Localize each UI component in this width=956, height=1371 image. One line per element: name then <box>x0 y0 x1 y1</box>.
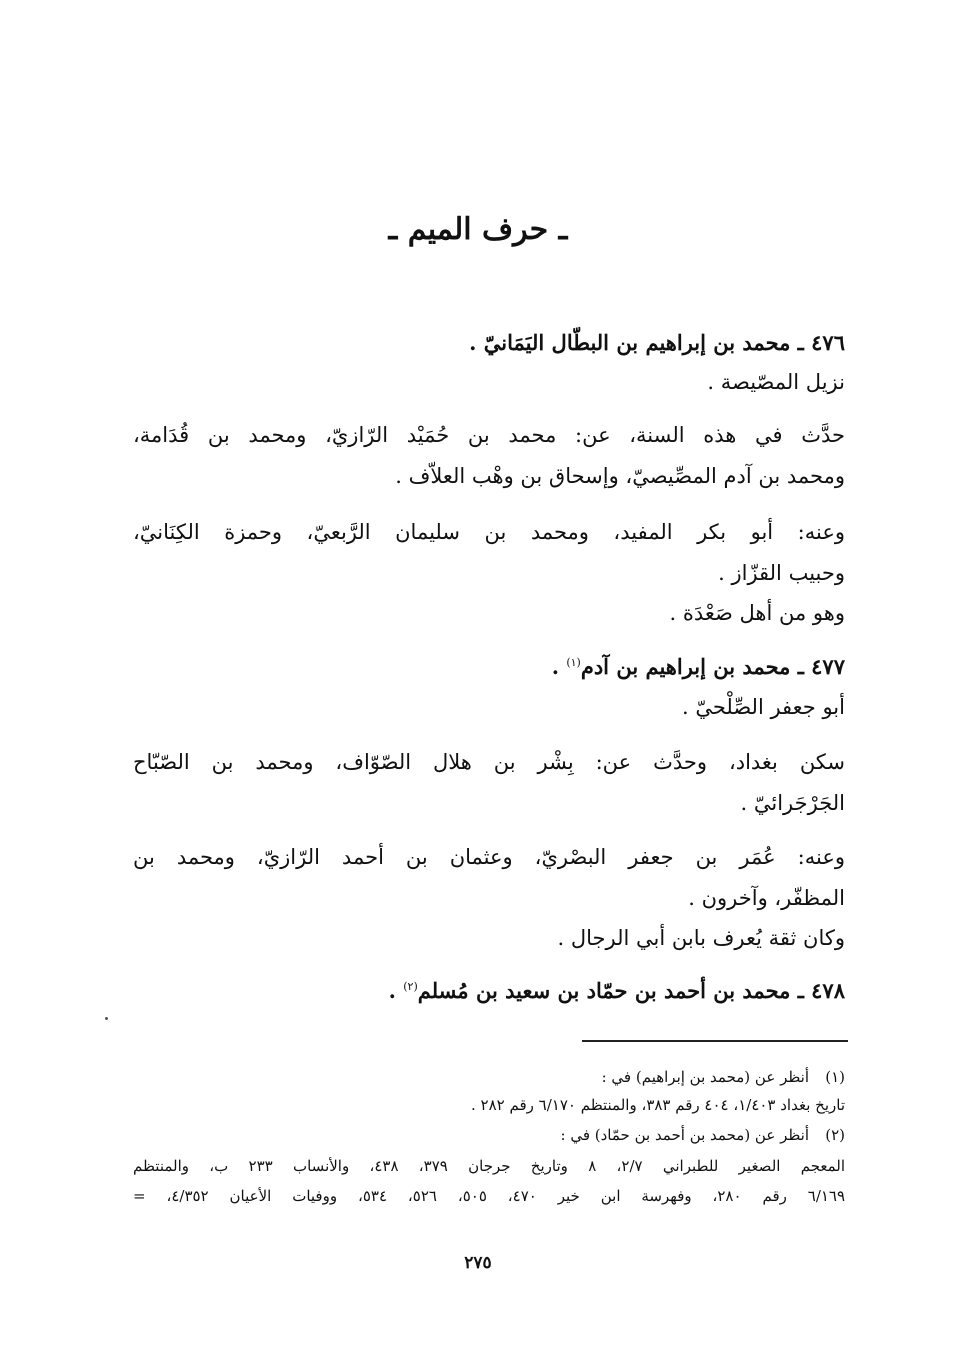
footnote-ref-1: (١) <box>566 656 581 669</box>
footnote-1-line-1 <box>133 1068 845 1088</box>
entry-476-students-line-2: وحبيب القزّاز . <box>718 561 845 585</box>
footnote-divider <box>582 1040 848 1042</box>
footnote-2-intro: أنظر عن (محمد بن أحمد بن حمّاد) في : <box>560 1126 809 1144</box>
entry-478-heading <box>133 978 845 1003</box>
entry-476-heading: ٤٧٦ ـ محمد بن إبراهيم بن البطّال اليَمَانيّ . <box>469 330 845 355</box>
entry-476-teachers-line-1: حدَّث في هذه السنة، عن: محمد بن حُمَيْد الرّازيّ، ومحمد بن قُدَامة، <box>133 423 845 447</box>
entry-477-students-line-2: المظفّر، وآخرون . <box>688 886 845 910</box>
entry-477-period: . <box>551 654 567 679</box>
footnote-2-line-1 <box>133 1126 845 1146</box>
chapter-title: ـ حرف الميم ـ <box>388 212 568 247</box>
entry-477-reliability: وكان ثقة يُعرف بابن أبي الرجال . <box>557 926 845 950</box>
entry-478-period: . <box>388 978 404 1003</box>
footnote-2-number: (٢) <box>825 1126 845 1144</box>
entry-477-students-line-1: وعنه: عُمَر بن جعفر البصْريّ، وعثمان بن أحمد الرّازيّ، ومحمد بن <box>133 845 845 869</box>
entry-477-kunya: أبو جعفر الصِّلْحيّ . <box>681 695 845 719</box>
entry-476-origin: وهو من أهل صَعْدَة . <box>669 601 845 625</box>
footnote-1-line-2: تاريخ بغداد ١/٤٠٣، ٤٠٤ رقم ٣٨٣، والمنتظم ٦/١٧٠ رقم ٢٨٢ . <box>471 1096 845 1114</box>
entry-476-students-line-1: وعنه: أبو بكر المفيد، ومحمد بن سليمان الرَّبعيّ، وحمزة الكِنَانيّ، <box>133 520 845 544</box>
stray-mark <box>105 1017 108 1020</box>
entry-476-nisba: نزيل المصّيصة . <box>707 370 845 394</box>
entry-477-heading <box>133 654 845 679</box>
entry-477-teachers-line-2: الجَرْجَرائيّ . <box>740 791 845 815</box>
entry-476-teachers-line-2: ومحمد بن آدم المصِّيصيّ، وإسحاق بن وهْب العلاّف . <box>395 464 845 488</box>
footnote-2-line-3: ٦/١٦٩ رقم ٢٨٠، وفهرسة ابن خير ٤٧٠، ٥٠٥، ٥٢٦، ٥٣٤، ووفيات الأعيان ٤/٣٥٢، = <box>133 1187 846 1205</box>
page-number: ٢٧٥ <box>464 1253 492 1273</box>
footnote-2-line-2: المعجم الصغير للطبراني ٢/٧، ٨ وتاريخ جرجان ٣٧٩، ٤٣٨، والأنساب ٢٣٣ ب، والمنتظم <box>133 1157 846 1175</box>
entry-477-teachers-line-1: سكن بغداد، وحدَّث عن: بِشْر بن هلال الصّوّاف، ومحمد بن الصّبّاح <box>133 750 845 774</box>
entry-477-name: ٤٧٧ ـ محمد بن إبراهيم بن آدم <box>580 654 845 679</box>
footnote-1-intro: أنظر عن (محمد بن إبراهيم) في : <box>601 1068 809 1086</box>
footnote-1-number: (١) <box>825 1068 845 1086</box>
footnote-ref-2: (٢) <box>403 980 418 993</box>
entry-478-name: ٤٧٨ ـ محمد بن أحمد بن حمّاد بن سعيد بن مُسلم <box>417 978 845 1003</box>
